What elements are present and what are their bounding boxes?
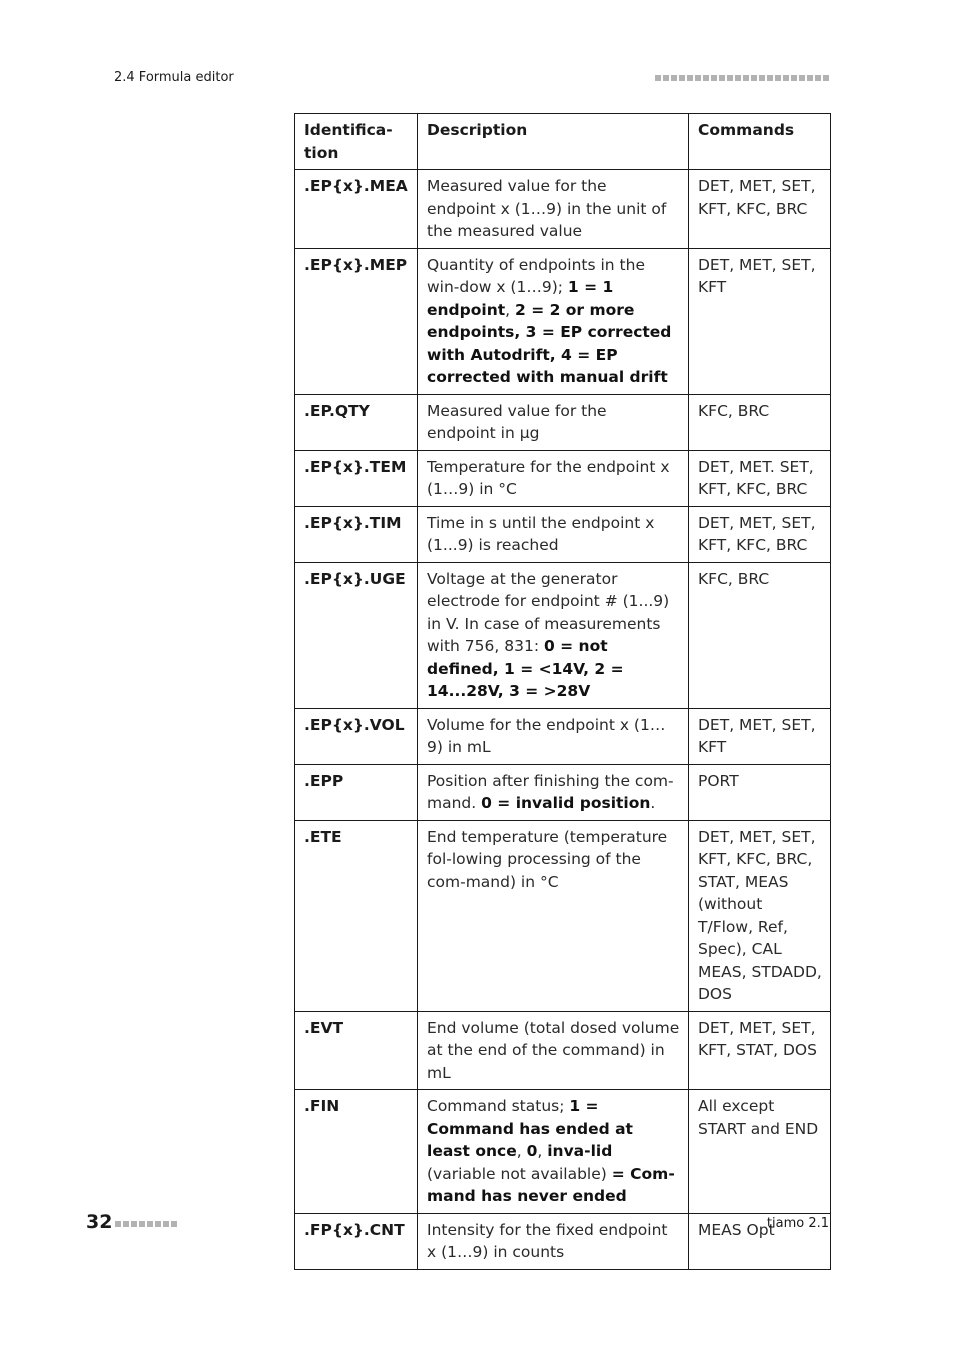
description-bold-text: inva-lid (547, 1142, 613, 1160)
description-text: Command status; (427, 1097, 570, 1115)
header-decoration (655, 75, 829, 81)
description-bold-text: 2 = 2 or more endpoints, 3 = EP corrected with Autodrift, 4 = EP corrected with manual drift (427, 300, 672, 386)
description-text: Position after finishing the com-mand. (427, 771, 674, 812)
commands-cell: DET, MET, SET, KFT, KFC, BRC (689, 170, 831, 249)
table-row (295, 820, 831, 1011)
description-text: Measured value for the endpoint in µg (427, 401, 607, 442)
table-row (295, 764, 831, 820)
description-text: Temperature for the endpoint x (1…9) in °C (427, 457, 670, 498)
description-cell (418, 394, 689, 450)
identification-cell: .FIN (295, 1090, 418, 1214)
commands-cell: KFC, BRC (689, 562, 831, 708)
description-cell (418, 1011, 689, 1090)
description-bold-text: 0 (526, 1142, 538, 1160)
commands-cell: DET, MET, SET, KFT (689, 708, 831, 764)
description-cell (418, 248, 689, 394)
identification-cell: .EP{x}.VOL (295, 708, 418, 764)
identification-cell: .EVT (295, 1011, 418, 1090)
description-text: Quantity of endpoints in the win-dow x (1…9); (427, 255, 645, 296)
description-text: End volume (total dosed volume at the end of the command) in mL (427, 1018, 680, 1082)
table-row (295, 506, 831, 562)
column-header-commands: Commands (689, 114, 831, 170)
identification-cell: .EP{x}.UGE (295, 562, 418, 708)
description-cell (418, 708, 689, 764)
description-text: Volume for the endpoint x (1…9) in mL (427, 715, 666, 756)
commands-cell: DET, MET, SET, KFT, KFC, BRC (689, 506, 831, 562)
column-header-description: Description (418, 114, 689, 170)
identification-cell: .EP{x}.TIM (295, 506, 418, 562)
description-text: End temperature (temperature fol-lowing processing of the com-mand) in °C (427, 827, 668, 891)
identification-cell: .EP.QTY (295, 394, 418, 450)
table-row (295, 170, 831, 249)
table-header-row (295, 114, 831, 170)
description-bold-text: 1 = 1 endpoint (427, 278, 614, 319)
table-row (295, 1011, 831, 1090)
description-cell (418, 170, 689, 249)
section-title: 2.4 Formula editor (114, 70, 234, 85)
description-cell (418, 764, 689, 820)
commands-cell: PORT (689, 764, 831, 820)
commands-cell: KFC, BRC (689, 394, 831, 450)
identification-cell: .FP{x}.CNT (295, 1213, 418, 1269)
commands-cell: DET, MET. SET, KFT, KFC, BRC (689, 450, 831, 506)
table-row (295, 562, 831, 708)
page-number: 32 (86, 1211, 113, 1233)
description-cell (418, 506, 689, 562)
table-row (295, 1090, 831, 1214)
description-text: . (650, 794, 656, 812)
commands-cell: All except START and END (689, 1090, 831, 1214)
table-row (295, 1213, 831, 1269)
description-text: Time in s until the endpoint x (1...9) is reached (427, 513, 655, 554)
description-text: , (516, 1142, 527, 1160)
description-bold-text: = Com-mand has never ended (427, 1164, 675, 1205)
table-row (295, 450, 831, 506)
table-row (295, 394, 831, 450)
identification-cell: .EP{x}.TEM (295, 450, 418, 506)
description-text: (variable not available) (427, 1164, 612, 1183)
description-text: Measured value for the endpoint x (1…9) in the unit of the measured value (427, 177, 667, 240)
description-bold-text: 1 = Command has ended at least once (427, 1097, 633, 1160)
identification-cell: .EP{x}.MEP (295, 248, 418, 394)
table-row (295, 708, 831, 764)
description-cell (418, 820, 689, 1011)
commands-cell: MEAS Opt (689, 1213, 831, 1269)
description-text: , (537, 1142, 548, 1160)
description-bold-text: 0 = invalid position (481, 794, 651, 812)
identification-cell: .ETE (295, 820, 418, 1011)
identification-cell: .EP{x}.MEA (295, 170, 418, 249)
description-text: Voltage at the generator electrode for endpoint # (1...9) in V. In case of measurements with 756, 831: (427, 569, 670, 655)
table-row (295, 248, 831, 394)
description-text: Intensity for the fixed endpoint x (1…9) in counts (427, 1220, 668, 1261)
column-header-identification: Identifica- tion (295, 114, 418, 170)
description-bold-text: 0 = not defined, 1 = <14V, 2 = 14...28V, 3 = >28V (427, 637, 624, 700)
description-text: , (505, 300, 516, 319)
description-cell (418, 1213, 689, 1269)
identification-table (294, 113, 831, 1270)
description-cell (418, 562, 689, 708)
commands-cell: DET, MET, SET, KFT, STAT, DOS (689, 1011, 831, 1090)
description-cell (418, 450, 689, 506)
description-cell (418, 1090, 689, 1214)
footer-decoration (115, 1221, 177, 1227)
commands-cell: DET, MET, SET, KFT, KFC, BRC, STAT, MEAS (without T/Flow, Ref, Spec), CAL MEAS, STDADD, DOS (689, 820, 831, 1011)
product-name: tiamo 2.1 (766, 1216, 829, 1231)
identification-cell: .EPP (295, 764, 418, 820)
commands-cell: DET, MET, SET, KFT (689, 248, 831, 394)
